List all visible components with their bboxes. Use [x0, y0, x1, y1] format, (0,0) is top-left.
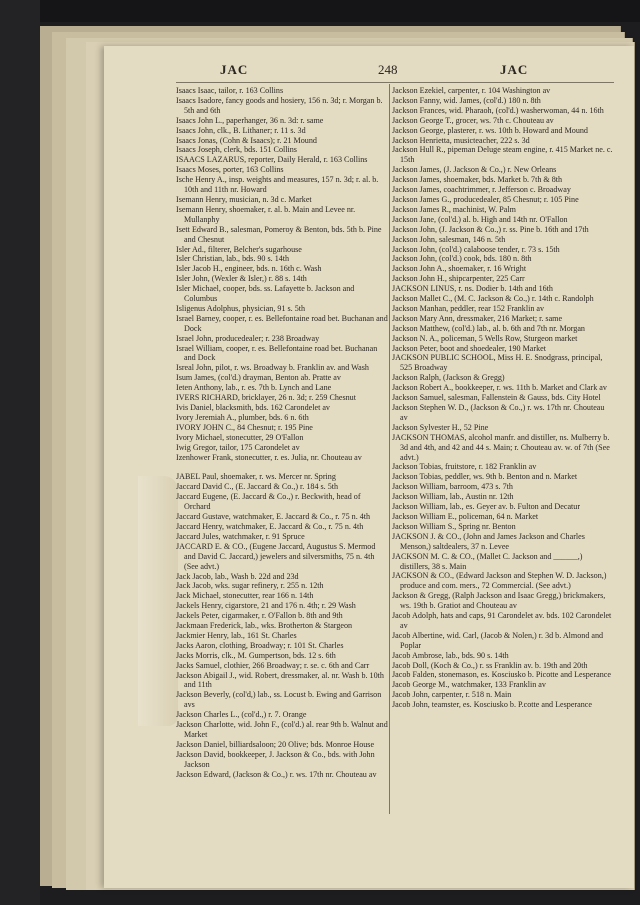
directory-entry: Jacob George M., watchmaker, 133 Franklin av — [392, 680, 546, 690]
directory-entry: Jackson William, lab., Austin nr. 12th — [392, 492, 514, 502]
directory-entry: Jaccard Henry, watchmaker, E. Jaccard & Co., r. 75 n. 4th — [176, 521, 364, 531]
directory-entry: Jackson Mallet C., (M. C. Jackson & Co.,) r. 14th c. Randolph — [392, 294, 594, 304]
torn-margin — [138, 476, 178, 726]
directory-entry: Isemann Henry, shoemaker, r. al. b. Main and Levee nr. Mullanphy — [176, 204, 356, 224]
directory-entry: Ivis Daniel, blacksmith, bds. 162 Carondelet av — [176, 403, 330, 412]
directory-entry: Jackson James, (J. Jackson & Co.,) r. New Orleans — [392, 165, 557, 175]
directory-entry: Jacks Morris, clk., M. Gumpertson, bds. 12 s. 6th — [176, 650, 336, 660]
directory-entry: Jackson & Gregg, (Ralph Jackson and Isaac Gregg,) brickmakers, ws. 19th b. Gratiot and Chouteau av — [392, 591, 606, 611]
directory-entry: Jackson Sylvester H., 52 Pine — [392, 422, 489, 432]
directory-entry: JACKSON THOMAS, alcohol manfr. and distiller, ns. Mulberry b. 3d and 4th, and 42 and 44 s. Main; r. Chouteau av. w. of 7th (See advt.) — [392, 432, 610, 462]
directory-entry: Jackels Peter, cigarmaker, r. O'Fallon b. 8th and 9th — [176, 611, 343, 621]
directory-entry: Jackson Mary Ann, dressmaker, 216 Market; r. same — [392, 313, 563, 323]
directory-entry: Jackson William E., policeman, 64 n. Market — [392, 511, 539, 521]
page-number: 248 — [378, 62, 398, 77]
directory-entry: Jacob Falden, stonemason, es. Kosciusko b. Picotte and Lesperance — [392, 670, 611, 680]
header-right-guide-word: JAC — [500, 62, 529, 77]
directory-entry: Jackson Abigail J., wid. Robert, dressmaker, al. nr. Wash b. 10th and 11th — [176, 670, 384, 690]
directory-entry: Jackson William S., Spring nr. Benton — [392, 521, 516, 531]
directory-entry: Ivory Michael, stonecutter, 29 O'Fallon — [176, 432, 304, 442]
directory-entry: Isett Edward B., salesman, Pomeroy & Benton, bds. 5th b. Pine and Chesnut — [176, 224, 382, 244]
directory-entry: Jackson John, (col'd.) cook, bds. 180 n. 8th — [392, 254, 532, 264]
directory-entry: JACKSON LINUS, r. ns. Dodier b. 14th and 16th — [392, 284, 553, 294]
directory-entry: Jackson Edward, (Jackson & Co.,) r. ws. 17th nr. Chouteau av — [176, 769, 377, 779]
directory-entry: Jackson Manhan, peddler, rear 152 Franklin av — [392, 303, 545, 313]
directory-entry: Jackson William, barroom, 473 s. 7th — [392, 482, 513, 492]
dark-backdrop-left — [0, 0, 40, 905]
directory-entry: Isum James, (col'd.) drayman, Benton ab. Pratte av — [176, 373, 341, 383]
directory-entry: Jack Jacob, wks. sugar refinery, r. 255 n. 12th — [176, 581, 324, 591]
right-column — [392, 86, 614, 710]
directory-entry: JACKSON M. C. & CO., (Mallet C. Jackson and ______,) distillers, 38 s. Main — [392, 551, 583, 571]
directory-entry: Jackson John, (col'd.) calaboose tender, r. 73 s. 15th — [392, 244, 560, 254]
directory-entry: Jackson Tobias, peddler, ws. 9th b. Benton and n. Market — [392, 472, 578, 482]
directory-entry: Jackmaan Frederick, lab., wks. Brotherton & Stargeon — [176, 621, 353, 631]
directory-entry: Jackson Matthew, (col'd.) lab., al. b. 6th and 7th nr. Morgan — [392, 323, 585, 333]
directory-entry: Jackson Henrietta, musicteacher, 222 s. 3d — [392, 135, 530, 145]
directory-entry: Jackson Peter, boot and shoedealer, 190 Market — [392, 343, 546, 353]
directory-entry: Jaccard David C., (E. Jaccard & Co.,) r. 184 s. 5th — [176, 482, 339, 492]
directory-entry: Jackson James G., producedealer, 85 Chesnut; r. 105 Pine — [392, 194, 579, 204]
directory-entry: Jackson George T., grocer, ws. 7th c. Chouteau av — [392, 115, 554, 125]
directory-entry: Jackson John, (J. Jackson & Co.,) r. ss. Pine b. 16th and 17th — [392, 224, 589, 234]
directory-entry: Ische Henry A., insp. weights and measures, 157 n. 3d; r. al. b. 10th and 11th nr. Howard — [176, 175, 379, 195]
directory-entry: Izenhower Frank, stonecutter, r. es. Julia, nr. Chouteau av — [176, 452, 362, 462]
directory-entry: Jack Jacob, lab., Wash b. 22d and 23d — [176, 571, 299, 581]
directory-entry: Isligenus Adolphus, physician, 91 s. 5th — [176, 303, 306, 313]
directory-entry: Jackson John H., shipcarpenter, 225 Carr — [392, 274, 525, 284]
directory-entry: Jackson Ralph, (Jackson & Gregg) — [392, 373, 505, 383]
directory-entry: Jackson Charlotte, wid. John F., (col'd.) al. rear 9th b. Walnut and Market — [176, 720, 388, 739]
directory-entry: Jackson George, plasterer, r. ws. 10th b. Howard and Mound — [392, 125, 588, 135]
directory-entry: Jackson David, bookkeeper, J. Jackson & Co., bds. with John Jackson — [176, 749, 375, 769]
directory-entry: Jackson N. A., policeman, 5 Wells Row, Sturgeon market — [392, 333, 578, 343]
directory-entry: Ivory Jeremiah A., plumber, bds. 6 n. 6th — [176, 412, 309, 422]
directory-entry: Jacob John, teamster, es. Kosciusko b. P.cotte and Lesperance — [392, 700, 592, 710]
header-left-guide-word: JAC — [220, 62, 249, 77]
directory-entry: Jackson Fanny, wid. James, (col'd.) 180 n. 8th — [392, 95, 541, 105]
directory-entry: Jackson William, lab., es. Geyer av. b. Fulton and Decatur — [392, 502, 581, 512]
directory-entry: Jaccard Gustave, watchmaker, E. Jaccard & Co., r. 75 n. 4th — [176, 512, 371, 522]
directory-entry: Jaccard Jules, watchmaker, r. 91 Spruce — [176, 531, 305, 541]
dark-backdrop-top — [0, 0, 640, 22]
directory-entry: Isaacs Isadore, fancy goods and hosiery, 156 n. 3d; r. Morgan b. 5th and 6th — [176, 95, 383, 115]
directory-entry: JACKSON J. & CO., (John and James Jackson and Charles Menson,) saltdealers, 37 n. Levee — [392, 531, 585, 551]
directory-entry: Jackson James R., machinist, W. Palm — [392, 204, 516, 214]
directory-entry: Jackson Stephen W. D., (Jackson & Co.,) r. ws. 17th nr. Chouteau av — [392, 403, 605, 422]
left-column — [176, 86, 388, 780]
directory-entry: Ieten Anthony, lab., r. es. 7th b. Lynch and Lane — [176, 383, 332, 393]
directory-entry: Jackson Samuel, salesman, Fallenstein & Gauss, bds. City Hotel — [392, 393, 601, 403]
directory-entry: Jacks Aaron, clothing, Broadway; r. 101 St. Charles — [176, 640, 344, 650]
directory-entry: Jackson Ezekiel, carpenter, r. 104 Washington av — [392, 86, 551, 95]
directory-entry: Isaacs Moses, porter, 163 Collins — [176, 165, 284, 175]
directory-entry: Jackels Henry, cigarstore, 21 and 176 n. 4th; r. 29 Wash — [176, 601, 356, 611]
directory-entry: Jackson Daniel, billiardsaloon; 20 Olive; bds. Monroe House — [176, 739, 375, 749]
directory-entry: Isaacs Isaac, tailor, r. 163 Collins — [176, 86, 284, 95]
directory-entry: Jackson James, coachtrimmer, r. Jefferson c. Broadway — [392, 185, 571, 195]
directory-entry: Jackson Tobias, fruitstore, r. 182 Franklin av — [392, 462, 537, 472]
directory-entry: Isler Michael, cooper, bds. ss. Lafayette b. Jackson and Columbus — [176, 284, 355, 304]
directory-entry: Jackson Hull R., pipeman Deluge steam engine, r. 415 Market ne. c. 15th — [392, 145, 613, 165]
directory-entry: JACKSON & CO., (Edward Jackson and Stephen W. D. Jackson,) produce and com. mers., 72 Commercial. (See advt.) — [392, 571, 607, 591]
directory-entry: Isler Christian, lab., bds. 90 s. 14th — [176, 254, 290, 264]
directory-entry: Jackson John, salesman, 146 n. 5th — [392, 234, 506, 244]
directory-entry: Jackson Robert A., bookkeeper, r. ws. 11th b. Market and Clark av — [392, 383, 607, 393]
column-divider — [389, 84, 390, 814]
directory-entry: JACCARD E. & CO., (Eugene Jaccard, Augustus S. Mermod and David C. Jaccard,) jewelers and silversmiths, 75 n. 4th (See advt.) — [176, 541, 376, 571]
directory-entry: Jacob Albertine, wid. Carl, (Jacob & Nolen,) r. 3d b. Almond and Poplar — [392, 630, 604, 650]
directory-entry: Jacob Doll, (Koch & Co.,) r. ss Franklin av. b. 19th and 20th — [392, 660, 588, 670]
directory-entry: Isler Jacob H., engineer, bds. n. 16th c. Wash — [176, 264, 322, 274]
directory-entry: Jacks Samuel, clothier, 266 Broadway; r. se. c. 6th and Carr — [176, 660, 370, 670]
directory-entry: Israel John, producedealer; r. 238 Broadway — [176, 333, 320, 343]
directory-entry: Jack Michael, stonecutter, rear 166 n. 14th — [176, 591, 314, 601]
directory-entry: Isemann Henry, musician, n. 3d c. Market — [176, 194, 312, 204]
directory-entry: JACKSON PUBLIC SCHOOL, Miss H. E. Snodgrass, principal, 525 Broadway — [392, 353, 603, 373]
directory-entry: Jaccard Eugene, (E. Jaccard & Co.,) r. Beckwith, head of Orchard — [176, 492, 361, 512]
directory-entry: Jacob Adolph, hats and caps, 91 Carondelet av. bds. 102 Carondelet av — [392, 611, 612, 630]
directory-entry: JABEL Paul, shoemaker, r. ws. Mercer nr. Spring — [176, 472, 336, 482]
directory-entry: ISAACS LAZARUS, reporter, Daily Herald, r. 163 Collins — [176, 155, 368, 165]
directory-entry: Jackson Jane, (col'd.) al. b. High and 14th nr. O'Fallon — [392, 214, 568, 224]
page-header — [170, 62, 600, 80]
directory-entry: Isreal John, pilot, r. ws. Broadway b. Franklin av. and Wash — [176, 363, 369, 373]
header-rule — [176, 82, 614, 83]
directory-entry: Iwig Gregor, tailor, 175 Carondelet av — [176, 442, 300, 452]
directory-entry: Isler John, (Wexler & Isler,) r. 88 s. 14th — [176, 274, 307, 284]
directory-entry: Isaacs John, clk., B. Lithaner; r. 11 s. 3d — [176, 125, 306, 135]
directory-entry: Isaacs Jonas, (Cohn & Isaacs); r. 21 Mound — [176, 135, 317, 145]
directory-entry: Isler Ad., filterer, Belcher's sugarhouse — [176, 244, 302, 254]
directory-entry: IVORY JOHN C., 84 Chesnut; r. 195 Pine — [176, 422, 313, 432]
directory-entry: Israel William, cooper, r. es. Bellefontaine road bet. Buchanan and Dock — [176, 343, 378, 363]
directory-entry: Jackson James, shoemaker, bds. Market b. 7th & 8th — [392, 175, 563, 185]
directory-entry: Jackson Beverly, (col'd,) lab., ss. Locust b. Ewing and Garrison avs — [176, 690, 382, 710]
directory-entry: IVERS RICHARD, bricklayer, 26 n. 3d; r. 259 Chesnut — [176, 393, 356, 403]
directory-entry: Jackson Charles L., (col'd.,) r. 7. Orange — [176, 710, 307, 720]
directory-entry: Jacob Ambrose, lab., bds. 90 s. 14th — [392, 650, 509, 660]
directory-entry: Jackson Frances, wid. Pharaoh, (col'd.) washerwoman, 44 n. 16th — [392, 105, 604, 115]
directory-entry: Israel Barney, cooper, r. es. Bellefontaine road bet. Buchanan and Dock — [176, 313, 388, 333]
directory-entry: Jacob John, carpenter, r. 518 n. Main — [392, 690, 512, 700]
directory-entry: Jackson John A., shoemaker, r. 16 Wright — [392, 264, 527, 274]
directory-entry: Isaacs Joseph, clerk, bds. 151 Collins — [176, 145, 297, 155]
directory-entry: Jackmier Henry, lab., 161 St. Charles — [176, 630, 297, 640]
directory-entry: Isaacs John L., paperhanger, 36 n. 3d: r. same — [176, 115, 324, 125]
